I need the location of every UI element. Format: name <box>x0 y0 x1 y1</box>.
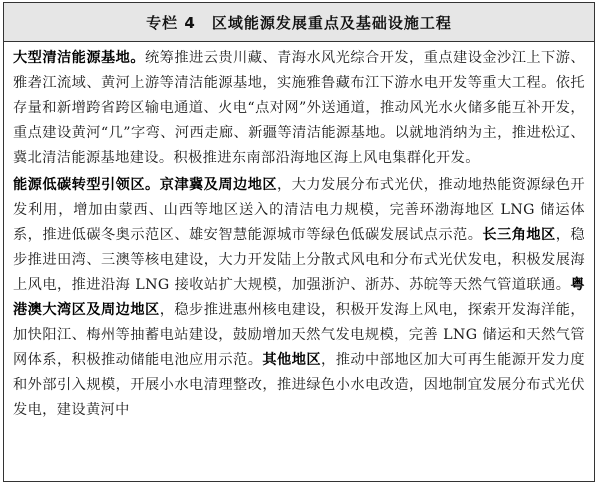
heading-low-carbon-zones: 能源低碳转型引领区。 <box>13 177 160 193</box>
paragraph-low-carbon-zones <box>13 173 585 423</box>
region-yangtze-delta: 长三角地区 <box>482 227 556 243</box>
paragraph-clean-energy-bases <box>13 46 585 171</box>
heading-clean-energy-bases: 大型清洁能源基地。 <box>13 50 146 66</box>
text-other-areas: ，推动中部地区加大可再生能源开发力度和外部引入规模，开展小水电清理整改，推进绿色小水电改造，因地制宜发展分布式光伏发电，建设黄河中 <box>13 352 585 418</box>
text-jingjinji: ，大力发展分布式光伏，推动地热能资源绿色开发利用，增加由蒙西、山西等地区送入的清洁电力规模，完善环渤海地区 LNG 储运体系，推进低碳冬奥示范区、雄安智慧能源城市等绿色低碳发展试点示范。 <box>13 177 585 243</box>
column-body <box>4 42 594 423</box>
column-box <box>3 2 595 482</box>
column-title: 专栏 4 区域能源发展重点及基础设施工程 <box>146 13 452 32</box>
region-jingjinji: 京津冀及周边地区 <box>159 177 278 193</box>
text-yangtze-delta: ，稳步推进田湾、三澳等核电建设，大力开发陆上分散式风电和分布式光伏发电，积极发展海上风电，推进沿海 LNG 接收站扩大规模，加强浙沪、浙苏、苏皖等天然气管道联通。 <box>13 227 585 293</box>
column-header <box>4 3 594 42</box>
text-greater-bay-area: ，稳步推进惠州核电建设，积极开发海上风电，探索开发海洋能，加快阳江、梅州等抽蓄电站建设，鼓励增加天然气发电规模，完善 LNG 储运和天然气管网体系，积极推动储能电池应用示范。 <box>13 302 585 368</box>
region-greater-bay-area: 粤港澳大湾区及周边地区 <box>13 277 585 318</box>
text-clean-energy-bases: 统筹推进云贵川藏、青海水风光综合开发，重点建设金沙江上下游、雅砻江流域、黄河上游等清洁能源基地，实施雅鲁藏布江下游水电开发等重大工程。依托存量和新增跨省跨区输电通道、火电“点对网”外送通道，推动风光水火储多能互补开发，重点建设黄河“几”字弯、河西走廊、新疆等清洁能源基地。以就地消纳为主，推进松辽、冀北清洁能源基地建设。积极推进东南部沿海地区海上风电集群化开发。 <box>13 50 585 166</box>
region-other-areas: 其他地区 <box>262 352 322 368</box>
